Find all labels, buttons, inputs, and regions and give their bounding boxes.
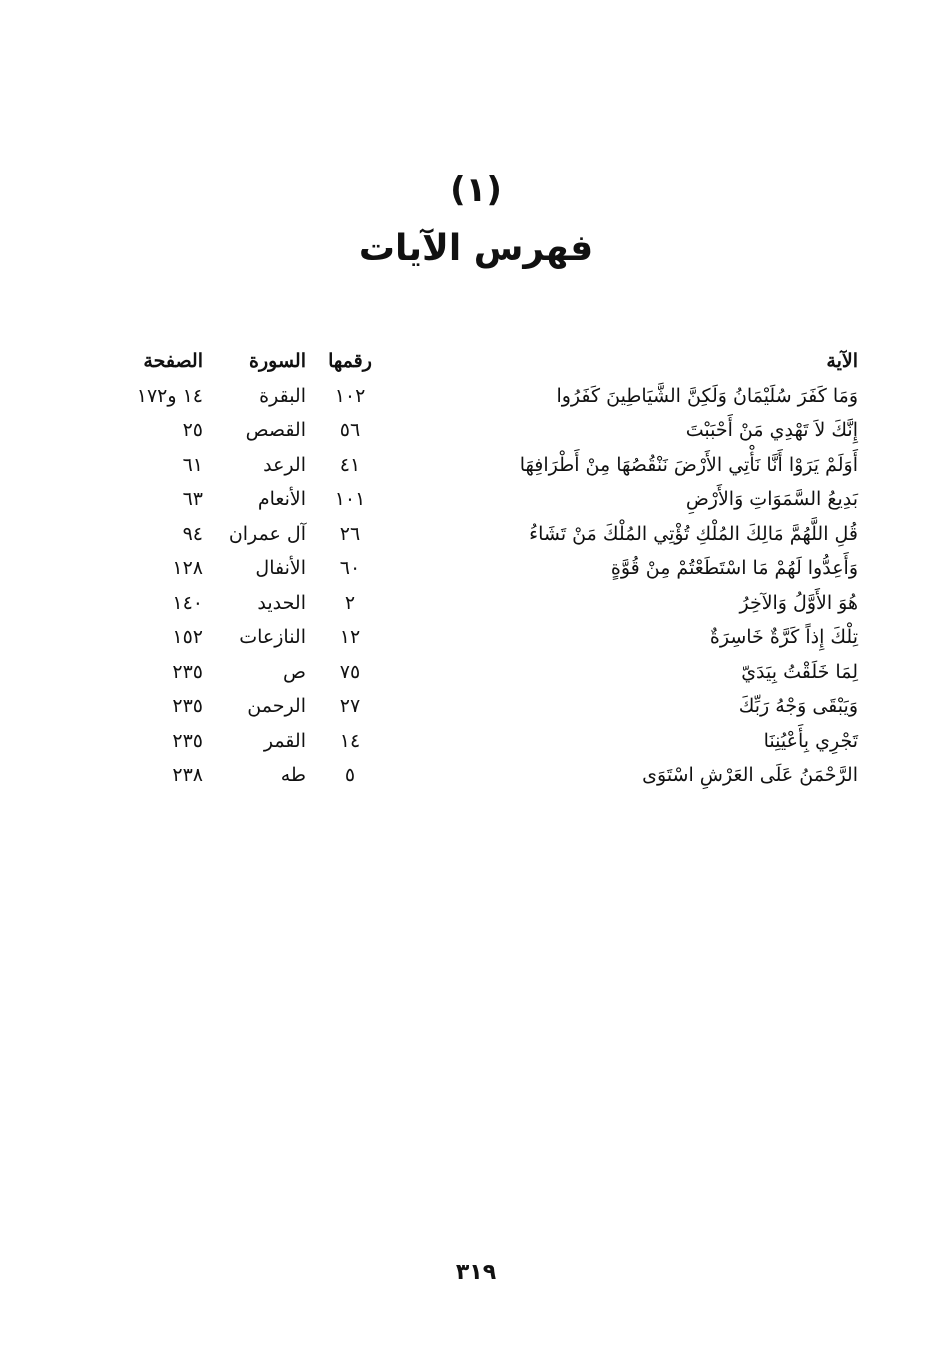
verse-number: ٥٦ — [339, 419, 361, 441]
surah-name: طه — [280, 764, 306, 786]
page-ref: ٢٣٨ — [172, 764, 203, 786]
surah-name: ص — [283, 660, 306, 683]
page-ref: ١٢٨ — [172, 557, 203, 579]
surah-name: الأنعام — [257, 488, 306, 510]
surah-name: القمر — [263, 729, 306, 752]
verse-number: ٥ — [344, 764, 356, 786]
verse-number: ١٠١ — [334, 488, 366, 510]
surah-name: الأنفال — [255, 557, 306, 579]
surah-name: البقرة — [259, 384, 306, 407]
page-ref: ٢٣٥ — [172, 660, 203, 683]
page-ref: ١٥٢ — [172, 626, 203, 648]
header-surah: السورة — [249, 350, 306, 372]
table-row — [110, 517, 858, 552]
verse-text: الرَّحْمَنُ عَلَى العَرْشِ اسْتَوَى — [642, 764, 858, 786]
verse-number: ٢ — [344, 591, 356, 614]
page-ref: ٩٤ — [182, 522, 203, 545]
verse-text: وَأَعِدُّوا لَهُمْ مَا اسْتَطَعْتُمْ مِنْ قُوَّةٍ — [610, 557, 858, 579]
table-header-row — [110, 344, 858, 379]
verse-text: إِنَّكَ لاَ تَهْدِي مَنْ أَحْبَبْتَ — [685, 419, 858, 441]
surah-name: الرعد — [263, 453, 306, 476]
table-row — [110, 689, 858, 724]
surah-name: القصص — [245, 419, 306, 441]
verse-text: وَمَا كَفَرَ سُلَيْمَانُ وَلَكِنَّ الشَّيَاطِينَ كَفَرُوا — [556, 384, 858, 407]
verse-text: تِلْكَ إِذاً كَرَّةٌ خَاسِرَةٌ — [709, 626, 858, 648]
table-row — [110, 724, 858, 759]
page-ref: ١٤ و١٧٢ — [136, 384, 203, 407]
verse-number: ٢٦ — [339, 522, 361, 545]
page-ref: ٢٥ — [182, 419, 203, 441]
table-row — [110, 586, 858, 621]
table-row — [110, 655, 858, 690]
page-number: ٣١٩ — [455, 1260, 497, 1285]
verse-text: بَدِيعُ السَّمَوَاتِ وَالأَرْضِ — [685, 488, 858, 510]
page-ref: ٦٣ — [182, 488, 203, 510]
page-ref: ١٤٠ — [172, 591, 203, 614]
verse-text: هُوَ الأَوَّلُ وَالآخِرُ — [739, 591, 858, 614]
verse-number: ١٢ — [339, 626, 361, 648]
verse-text: أَوَلَمْ يَرَوْا أَنَّا نَأْتِي الأَرْضَ نَنْقُصُهَا مِنْ أَطْرَافِهَا — [519, 453, 858, 476]
surah-name: الرحمن — [247, 695, 306, 717]
page-ref: ٦١ — [182, 453, 203, 476]
verse-number: ٢٧ — [339, 695, 361, 717]
verse-number: ٦٠ — [339, 557, 361, 579]
section-number: (١) — [450, 170, 502, 210]
table-row — [110, 413, 858, 448]
verses-index-table — [110, 344, 858, 793]
surah-name: النازعات — [239, 626, 306, 648]
header-number: رقمها — [328, 350, 372, 372]
surah-name: آل عمران — [228, 522, 306, 545]
verse-text: تَجْرِي بِأَعْيُنِنَا — [763, 729, 858, 752]
verse-text: قُلِ اللَّهُمَّ مَالِكَ المُلْكِ تُؤْتِي المُلْكَ مَنْ تَشَاءُ — [529, 522, 858, 545]
header-page: الصفحة — [143, 350, 203, 372]
table-row — [110, 379, 858, 414]
table-row — [110, 758, 858, 793]
page-ref: ٢٣٥ — [172, 695, 203, 717]
table-row — [110, 620, 858, 655]
verse-text: وَيَبْقَى وَجْهُ رَبِّكَ — [738, 695, 858, 717]
index-title: فهرس الآيات — [358, 228, 594, 269]
surah-name: الحديد — [257, 591, 306, 614]
header-verse: الآية — [826, 350, 858, 372]
page-ref: ٢٣٥ — [172, 729, 203, 752]
verse-number: ١٠٢ — [334, 384, 366, 407]
table-row — [110, 551, 858, 586]
table-row — [110, 482, 858, 517]
verse-text: لِمَا خَلَقْتُ بِيَدَيّ — [741, 660, 858, 683]
verse-number: ١٤ — [339, 729, 361, 752]
verse-number: ٤١ — [339, 453, 361, 476]
verse-number: ٧٥ — [339, 660, 361, 683]
table-row — [110, 448, 858, 483]
